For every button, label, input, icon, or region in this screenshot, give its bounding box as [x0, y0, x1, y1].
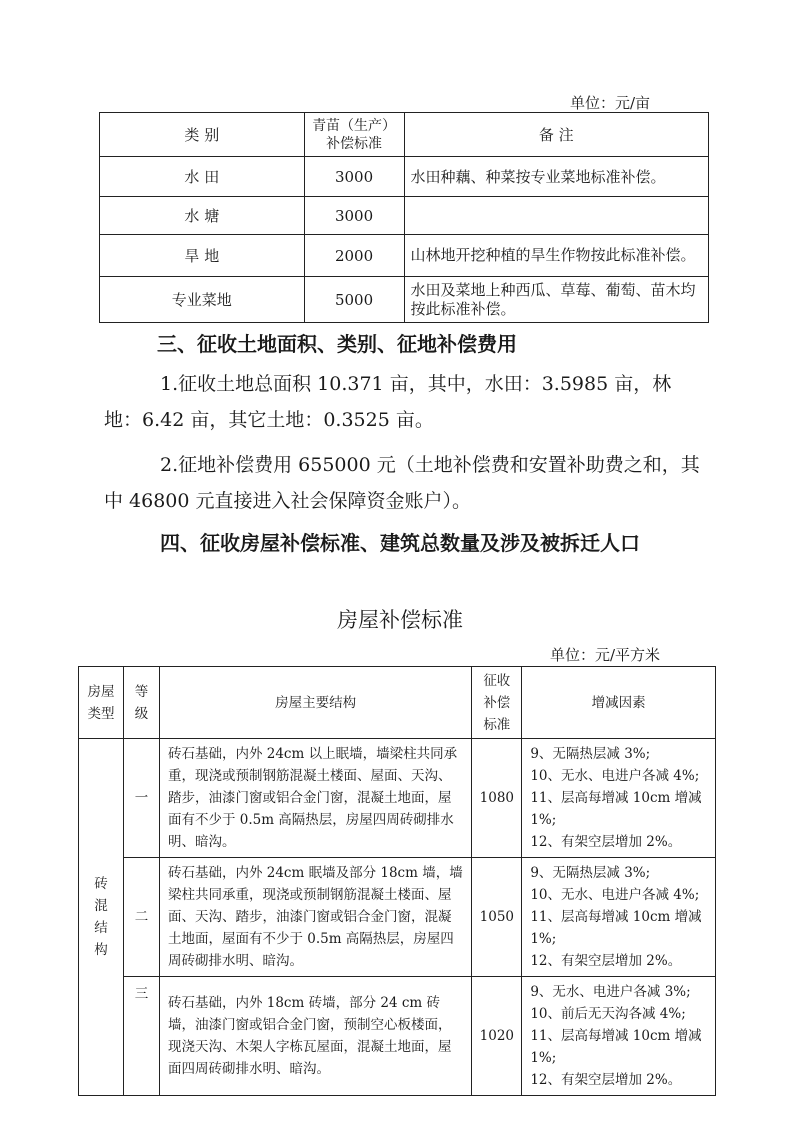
- amount-cell: 3000: [304, 197, 404, 235]
- price-cell: 1080: [472, 739, 522, 858]
- factor-item: 11、层高每增减 10cm 增减 1%;: [530, 790, 702, 828]
- category-cell: 旱 地: [100, 235, 305, 277]
- structure-cell: 砖石基础，内外 24cm 以上眠墙，墙梁柱共同承重，现浇或预制钢筋混凝土楼面、屋面、天沟、踏步，油漆门窗或铝合金门窗，混凝土地面，屋面有不少于 0.5m 高隔热层，房屋四周砖砌排水明、暗沟。: [159, 739, 471, 858]
- table-row: [100, 277, 709, 323]
- section3-paragraph-2: 2.征地补偿费用 655000 元（土地补偿费和安置补助费之和，其中 46800 元直接进入社会保障资金账户）。: [104, 454, 700, 512]
- table-row: [79, 858, 716, 977]
- table-header-row: [79, 667, 716, 739]
- category-cell: 专业菜地: [100, 277, 305, 323]
- factor-item: 9、无水、电进户各减 3%;: [530, 984, 691, 1000]
- factor-item: 9、无隔热层减 3%;: [530, 746, 651, 762]
- note-cell: 山林地开挖种植的旱生作物按此标准补偿。: [404, 235, 708, 277]
- header-grade: 等级: [123, 667, 159, 739]
- section4-heading: 四、征收房屋补偿标准、建筑总数量及涉及被拆迁人口: [160, 531, 640, 555]
- table-row: [100, 197, 709, 235]
- type-cell: 砖混结构: [79, 739, 124, 1096]
- note-cell: [404, 197, 708, 235]
- table-header-row: [100, 113, 709, 157]
- header-type: 房屋类型: [79, 667, 124, 739]
- section3-heading: 三、征收土地面积、类别、征地补偿费用: [157, 332, 517, 356]
- grade-cell: 二: [123, 858, 159, 977]
- header-factors: 增减因素: [522, 667, 716, 739]
- header-note: 备 注: [404, 113, 708, 157]
- section3-paragraph-1: 1.征收土地总面积 10.371 亩，其中，水田：3.5985 亩，林地：6.42 亩，其它土地：0.3525 亩。: [104, 373, 672, 431]
- table-row: [100, 157, 709, 197]
- factors-cell: [522, 739, 716, 858]
- note-cell: 水田种藕、种菜按专业菜地标准补偿。: [404, 157, 708, 197]
- note-cell: 水田及菜地上种西瓜、草莓、葡萄、苗木均按此标准补偿。: [404, 277, 708, 323]
- header-structure: 房屋主要结构: [159, 667, 471, 739]
- crop-compensation-table: [99, 112, 709, 323]
- category-cell: 水 塘: [100, 197, 305, 235]
- house-table-title: 房屋补偿标准: [337, 608, 463, 632]
- table-row: [100, 235, 709, 277]
- category-cell: 水 田: [100, 157, 305, 197]
- table-row: [79, 977, 716, 1096]
- house-compensation-table: [78, 666, 716, 1096]
- price-cell: 1050: [472, 858, 522, 977]
- crop-table-unit: 单位：元/亩: [570, 94, 651, 112]
- factors-cell: [522, 977, 716, 1096]
- amount-cell: 2000: [304, 235, 404, 277]
- header-amount: 青苗（生产） 补偿标准: [304, 113, 404, 157]
- grade-cell: 三: [123, 977, 159, 1096]
- factor-item: 11、层高每增减 10cm 增减 1%;: [530, 909, 702, 947]
- table-row: [79, 739, 716, 858]
- grade-cell: 一: [123, 739, 159, 858]
- header-price: 征收补偿标准: [472, 667, 522, 739]
- house-table-unit: 单位：元/平方米: [550, 646, 661, 664]
- factors-cell: [522, 858, 716, 977]
- factor-item: 12、有架空层增加 2%。: [530, 834, 682, 850]
- factor-item: 12、有架空层增加 2%。: [530, 953, 682, 969]
- header-category: 类 别: [100, 113, 305, 157]
- factor-item: 10、无水、电进户各减 4%;: [530, 768, 700, 784]
- structure-cell: 砖石基础，内外 18cm 砖墙，部分 24 cm 砖墙，油漆门窗或铝合金门窗，预制空心板楼面，现浇天沟、木架人字栋瓦屋面，混凝土地面，屋面四周砖砌排水明、暗沟。: [159, 977, 471, 1096]
- amount-cell: 5000: [304, 277, 404, 323]
- price-cell: 1020: [472, 977, 522, 1096]
- factor-item: 11、层高每增减 10cm 增减 1%;: [530, 1028, 702, 1066]
- factor-item: 12、有架空层增加 2%。: [530, 1072, 682, 1088]
- amount-cell: 3000: [304, 157, 404, 197]
- factor-item: 10、无水、电进户各减 4%;: [530, 887, 700, 903]
- structure-cell: 砖石基础，内外 24cm 眠墙及部分 18cm 墙，墙梁柱共同承重，现浇或预制钢筋混凝土楼面、屋面、天沟、踏步，油漆门窗或铝合金门窗，混凝土地面，屋面有不少于 0.5m 高隔热层，房屋四周砖砌排水明、暗沟。: [159, 858, 471, 977]
- factor-item: 10、前后无天沟各减 4%;: [530, 1006, 686, 1022]
- factor-item: 9、无隔热层减 3%;: [530, 865, 651, 881]
